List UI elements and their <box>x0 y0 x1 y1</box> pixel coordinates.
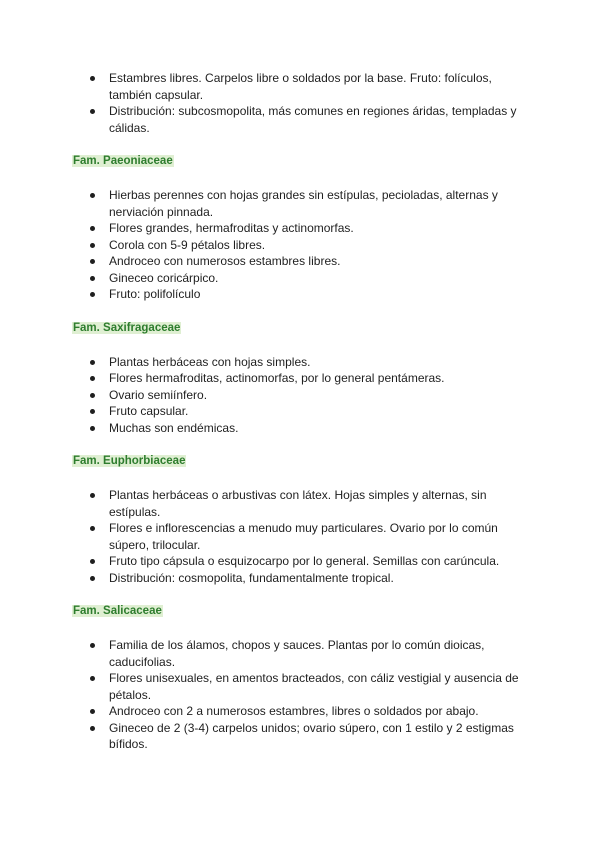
bullet-dot-icon <box>90 276 95 281</box>
list-item-text: Fruto tipo cápsula o esquizocarpo por lo general. Semillas con carúncula. <box>109 554 500 568</box>
list-item <box>109 403 530 420</box>
list-item <box>109 354 530 371</box>
list-item <box>109 553 530 570</box>
section-paeoniaceae <box>0 154 600 303</box>
list-item-text: Fruto: polifolículo <box>109 287 201 301</box>
bullet-dot-icon <box>90 109 95 114</box>
section-heading: Fam. Salicaceae <box>73 605 162 617</box>
list-item-text: Plantas herbáceas con hojas simples. <box>109 354 311 369</box>
list-item-text: Ovario semiínfero. <box>109 387 208 402</box>
section-heading: Fam. Euphorbiaceae <box>73 455 186 467</box>
bullet-dot-icon <box>90 76 95 81</box>
list-item <box>109 387 530 404</box>
list-item-text: Hierbas perennes con hojas grandes sin estípulas, pecioladas, alternas y nerviación pinnada. <box>109 188 498 219</box>
bullet-dot-icon <box>90 709 95 714</box>
bullet-dot-icon <box>90 376 95 381</box>
list-item <box>109 520 530 553</box>
list-item <box>109 637 530 670</box>
list-item-text: Fruto capsular. <box>109 404 189 418</box>
list-item-text: Corola con 5-9 pétalos libres. <box>109 237 266 252</box>
list-item <box>109 420 530 437</box>
list-item <box>109 703 530 720</box>
list-item-text: Androceo con numerosos estambres libres. <box>109 254 341 268</box>
list-item-text: Distribución: subcosmopolita, más comunes en regiones áridas, templadas y cálidas. <box>109 104 517 135</box>
bullet-dot-icon <box>90 393 95 398</box>
bullet-dot-icon <box>90 259 95 264</box>
section-list <box>0 354 600 437</box>
list-item <box>109 570 530 587</box>
list-item-text: Androceo con 2 a numerosos estambres, libres o soldados por abajo. <box>109 704 479 718</box>
bullet-dot-icon <box>90 576 95 581</box>
bullet-dot-icon <box>90 426 95 431</box>
section-salicaceae <box>0 604 600 753</box>
list-item <box>109 253 530 270</box>
bullet-dot-icon <box>90 676 95 681</box>
bullet-dot-icon <box>90 243 95 248</box>
list-item <box>109 270 530 287</box>
list-item <box>109 670 530 703</box>
list-item <box>109 237 530 254</box>
list-item-text: Flores grandes, hermafroditas y actinomorfas. <box>109 221 354 235</box>
list-item-text: Gineceo coricárpico. <box>109 270 219 285</box>
bullet-dot-icon <box>90 726 95 731</box>
bullet-dot-icon <box>90 559 95 564</box>
bullet-dot-icon <box>90 193 95 198</box>
section-list <box>0 187 600 303</box>
list-item-text: Muchas son endémicas. <box>109 420 239 435</box>
list-item <box>109 70 530 103</box>
bullet-dot-icon <box>90 409 95 414</box>
list-item-text: Distribución: cosmopolita, fundamentalmente tropical. <box>109 570 394 585</box>
bullet-dot-icon <box>90 643 95 648</box>
bullet-dot-icon <box>90 493 95 498</box>
bullet-dot-icon <box>90 226 95 231</box>
bullet-dot-icon <box>90 292 95 297</box>
list-item-text: Estambres libres. Carpelos libre o soldados por la base. Fruto: folículos, también capsular. <box>109 71 492 102</box>
section-euphorbiaceae <box>0 454 600 586</box>
list-item-text: Gineceo de 2 (3-4) carpelos unidos; ovario súpero, con 1 estilo y 2 estigmas bífidos. <box>109 720 514 751</box>
list-item-text: Flores e inflorescencias a menudo muy particulares. Ovario por lo común súpero, trilocular. <box>109 521 498 552</box>
section-heading: Fam. Paeoniaceae <box>73 155 173 167</box>
list-item <box>109 187 530 220</box>
list-item-text: Plantas herbáceas o arbustivas con látex. Hojas simples y alternas, sin estípulas. <box>109 488 487 519</box>
list-item <box>109 103 530 136</box>
list-item <box>109 487 530 520</box>
list-item <box>109 370 530 387</box>
list-item <box>109 286 530 303</box>
list-item-text: Familia de los álamos, chopos y sauces. Plantas por lo común dioicas, caducifolias. <box>109 638 485 669</box>
section-saxifragaceae <box>0 321 600 437</box>
list-item-text: Flores unisexuales, en amentos bracteados, con cáliz vestigial y ausencia de pétalos. <box>109 671 519 702</box>
list-item <box>109 720 530 753</box>
section-list <box>0 637 600 753</box>
section-heading: Fam. Saxifragaceae <box>73 321 181 334</box>
section-list <box>0 487 600 586</box>
bullet-dot-icon <box>90 526 95 531</box>
list-item <box>109 220 530 237</box>
intro-list <box>0 70 600 136</box>
bullet-dot-icon <box>90 360 95 365</box>
list-item-text: Flores hermafroditas, actinomorfas, por lo general pentámeras. <box>109 371 445 385</box>
